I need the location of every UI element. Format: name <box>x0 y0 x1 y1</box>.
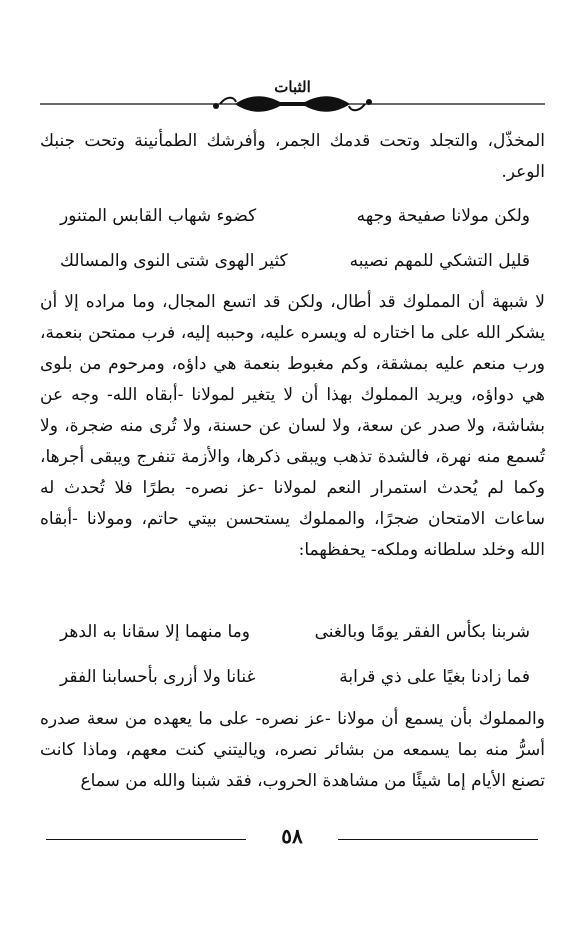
verse-hemistich-left: وما منهما إلا سقانا به الدهر <box>60 622 250 642</box>
verse-hemistich-right: قليل التشكي للمهم نصيبه <box>349 251 530 271</box>
verse-line <box>60 200 530 232</box>
footer-rule-left <box>46 839 246 840</box>
page-footer <box>40 822 545 852</box>
verse-hemistich-right: فما زادنا بغيًا على ذي قرابة <box>339 667 530 687</box>
paragraph: والمملوك بأن يسمع أن مولانا -عز نصره- على ما يعهده من سعة صدره أسرُّ منه بما يسمعه من بشائر نصره، وياليتني كنت معهم، وماذا كانت تصنع الأيام إما شيئًا من مشاهدة الحروب، فقد شبنا والله من سماع <box>40 709 545 791</box>
paragraph: لا شبهة أن المملوك قد أطال، ولكن قد اتسع المجال، وما مراده إلا أن يشكر الله على ما اختاره له ويسره عليه، وحببه إليه، فرب ممتحن بنعمة، ورب منعم عليه بمشقة، وكم مغبوط بنعمة هي داؤه، ومرحوم من بلوى هي دواؤه، ويريد المملوك بهذا أن لا يتغير لمولانا -أبقاه الله- وجه عن بشاشة، ولا صدر عن سعة، ولا لسان عن حسنة، ولا تُرى منه ضجرة، ولا تُسمع منه نهرة، فالشدة تذهب ويبقى ذكرها، والأزمة تنفرج ويبقى أجرها، وكما لم يُحدث استمرار النعم لمولانا -عز نصره- بطرًا فلا تُحدث له ساعات الامتحان ضجرًا، والمملوك يستحسن بيتي حاتم، ومولانا -أبقاه الله وخلد سلطانه وملكه- يحفظهما: <box>40 292 545 560</box>
verse-line <box>60 616 530 648</box>
verse-hemistich-left: كثير الهوى شتى النوى والمسالك <box>60 251 288 271</box>
running-title: الثبات <box>274 78 311 96</box>
paragraph: المخذّل، والتجلد وتحت قدمك الجمر، وأفرشك الطمأنينة وتحت جنبك الوعر. <box>40 131 545 182</box>
ornamental-rule <box>40 92 545 116</box>
footer-rule-right <box>338 839 538 840</box>
page-number: ٥٨ <box>281 824 303 848</box>
verse-hemistich-left: غنانا ولا أزرى بأحسابنا الفقر <box>60 667 256 687</box>
verse-line <box>60 245 530 277</box>
verse-hemistich-right: ولكن مولانا صفيحة وجهه <box>356 206 530 226</box>
verse-hemistich-left: كضوء شهاب القابس المتنور <box>60 206 257 226</box>
verse-line <box>60 661 530 693</box>
page-header <box>40 78 545 118</box>
verse-hemistich-right: شربنا بكأس الفقر يومًا وبالغنى <box>314 622 530 642</box>
